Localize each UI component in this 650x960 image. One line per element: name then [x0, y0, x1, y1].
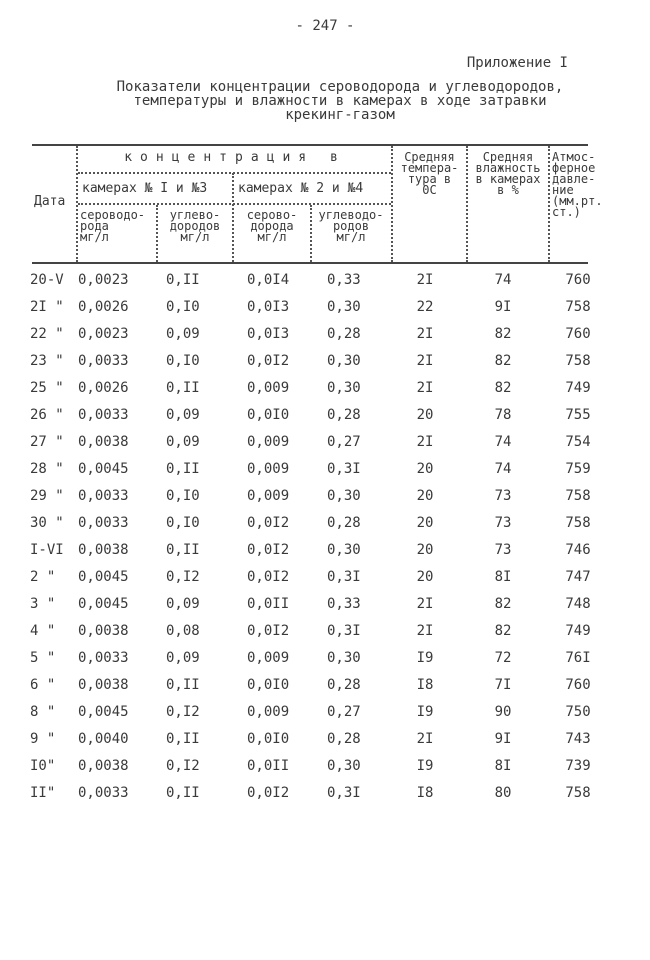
- cell-hydrocarbons-chambers-1-3: 0,09: [166, 596, 200, 612]
- cell-hydrocarbons-chambers-1-3: 0,I0: [166, 515, 200, 531]
- header-group-1: камерах № I и №3: [82, 181, 208, 196]
- cell-date: 20-V: [30, 272, 64, 288]
- cell-hydrocarbons-chambers-1-3: 0,II: [166, 461, 200, 477]
- cell-humidity: 78: [494, 407, 512, 423]
- cell-pressure: 760: [565, 326, 591, 342]
- header-temperature: Средняя темпера- тура в 0С: [400, 150, 459, 197]
- cell-hydrocarbons-chambers-2-4: 0,30: [327, 299, 361, 315]
- cell-h2s-chambers-1-3: 0,0026: [78, 299, 129, 315]
- cell-hydrocarbons-chambers-2-4: 0,3I: [327, 785, 361, 801]
- cell-hydrocarbons-chambers-2-4: 0,30: [327, 380, 361, 396]
- table-row: [0, 380, 650, 407]
- table-row: [0, 731, 650, 758]
- cell-humidity: 74: [494, 272, 512, 288]
- header-h2s-1: сероводо- рода мг/л: [80, 208, 146, 244]
- table-row: [0, 542, 650, 569]
- cell-hydrocarbons-chambers-1-3: 0,II: [166, 785, 200, 801]
- cell-hydrocarbons-chambers-1-3: 0,II: [166, 731, 200, 747]
- cell-humidity: 82: [494, 353, 512, 369]
- cell-pressure: 759: [565, 461, 591, 477]
- cell-h2s-chambers-1-3: 0,0033: [78, 353, 129, 369]
- cell-temperature: 20: [416, 569, 434, 585]
- cell-humidity: 74: [494, 434, 512, 450]
- cell-h2s-chambers-2-4: 0,009: [247, 380, 290, 396]
- cell-date: I-VI: [30, 542, 64, 558]
- cell-pressure: 758: [565, 488, 591, 504]
- header-h2s-2: серово- дорода мг/л: [246, 208, 298, 244]
- cell-hydrocarbons-chambers-2-4: 0,30: [327, 542, 361, 558]
- cell-temperature: 2I: [416, 272, 434, 288]
- cell-h2s-chambers-1-3: 0,0033: [78, 650, 129, 666]
- cell-temperature: I8: [416, 677, 434, 693]
- cell-hydrocarbons-chambers-2-4: 0,3I: [327, 461, 361, 477]
- cell-h2s-chambers-1-3: 0,0045: [78, 569, 129, 585]
- cell-h2s-chambers-1-3: 0,0038: [78, 434, 129, 450]
- title-line-1: Показатели концентрации сероводорода и углеводородов,: [116, 79, 564, 95]
- cell-pressure: 754: [565, 434, 591, 450]
- cell-hydrocarbons-chambers-2-4: 0,30: [327, 353, 361, 369]
- cell-date: 25 ": [30, 380, 64, 396]
- cell-date: 22 ": [30, 326, 64, 342]
- cell-date: 26 ": [30, 407, 64, 423]
- cell-humidity: 8I: [494, 758, 512, 774]
- header-group-2: камерах № 2 и №4: [238, 181, 364, 196]
- table-row: [0, 434, 650, 461]
- cell-h2s-chambers-1-3: 0,0023: [78, 272, 129, 288]
- cell-h2s-chambers-2-4: 0,009: [247, 488, 290, 504]
- cell-humidity: 90: [494, 704, 512, 720]
- table-row: [0, 515, 650, 542]
- cell-h2s-chambers-2-4: 0,0I0: [247, 731, 290, 747]
- cell-date: 3 ": [30, 596, 56, 612]
- cell-date: 27 ": [30, 434, 64, 450]
- cell-date: 8 ": [30, 704, 56, 720]
- cell-humidity: 9I: [494, 731, 512, 747]
- separator: [78, 203, 391, 205]
- table-row: [0, 677, 650, 704]
- cell-humidity: 8I: [494, 569, 512, 585]
- cell-h2s-chambers-2-4: 0,0I3: [247, 299, 290, 315]
- cell-temperature: 2I: [416, 353, 434, 369]
- cell-temperature: I8: [416, 785, 434, 801]
- cell-hydrocarbons-chambers-1-3: 0,II: [166, 542, 200, 558]
- cell-h2s-chambers-1-3: 0,0045: [78, 461, 129, 477]
- cell-h2s-chambers-1-3: 0,0045: [78, 704, 129, 720]
- table-row: [0, 272, 650, 299]
- table-row: [0, 704, 650, 731]
- cell-pressure: 758: [565, 515, 591, 531]
- cell-hydrocarbons-chambers-2-4: 0,3I: [327, 623, 361, 639]
- cell-temperature: 20: [416, 407, 434, 423]
- cell-pressure: 750: [565, 704, 591, 720]
- cell-temperature: I9: [416, 650, 434, 666]
- cell-hydrocarbons-chambers-2-4: 0,28: [327, 326, 361, 342]
- title-line-2: температуры и влажности в камерах в ходе затравки: [133, 93, 547, 109]
- cell-temperature: 20: [416, 461, 434, 477]
- cell-humidity: 73: [494, 515, 512, 531]
- cell-pressure: 747: [565, 569, 591, 585]
- cell-date: I0": [30, 758, 56, 774]
- cell-h2s-chambers-2-4: 0,0I2: [247, 542, 290, 558]
- cell-h2s-chambers-1-3: 0,0033: [78, 488, 129, 504]
- cell-hydrocarbons-chambers-1-3: 0,09: [166, 326, 200, 342]
- cell-hydrocarbons-chambers-2-4: 0,27: [327, 704, 361, 720]
- table-row: [0, 299, 650, 326]
- cell-hydrocarbons-chambers-1-3: 0,I2: [166, 704, 200, 720]
- cell-hydrocarbons-chambers-2-4: 0,30: [327, 488, 361, 504]
- cell-hydrocarbons-chambers-2-4: 0,28: [327, 515, 361, 531]
- table-row: [0, 785, 650, 812]
- table-row: [0, 461, 650, 488]
- cell-h2s-chambers-1-3: 0,0033: [78, 407, 129, 423]
- separator: [548, 146, 550, 262]
- cell-pressure: 760: [565, 677, 591, 693]
- cell-pressure: 749: [565, 380, 591, 396]
- cell-hydrocarbons-chambers-2-4: 0,28: [327, 407, 361, 423]
- header-date: Дата: [34, 194, 66, 209]
- table-top-rule: [32, 144, 588, 146]
- cell-hydrocarbons-chambers-1-3: 0,I2: [166, 569, 200, 585]
- cell-h2s-chambers-2-4: 0,0I0: [247, 407, 290, 423]
- cell-h2s-chambers-2-4: 0,0I3: [247, 326, 290, 342]
- cell-pressure: 746: [565, 542, 591, 558]
- cell-hydrocarbons-chambers-2-4: 0,30: [327, 758, 361, 774]
- cell-hydrocarbons-chambers-1-3: 0,08: [166, 623, 200, 639]
- cell-date: II": [30, 785, 56, 801]
- cell-h2s-chambers-1-3: 0,0033: [78, 515, 129, 531]
- cell-h2s-chambers-2-4: 0,0I2: [247, 623, 290, 639]
- cell-h2s-chambers-1-3: 0,0038: [78, 677, 129, 693]
- cell-h2s-chambers-2-4: 0,0I2: [247, 515, 290, 531]
- cell-hydrocarbons-chambers-2-4: 0,33: [327, 596, 361, 612]
- cell-hydrocarbons-chambers-1-3: 0,I0: [166, 353, 200, 369]
- table-row: [0, 407, 650, 434]
- cell-h2s-chambers-2-4: 0,0II: [247, 758, 290, 774]
- cell-h2s-chambers-1-3: 0,0038: [78, 758, 129, 774]
- cell-h2s-chambers-1-3: 0,0033: [78, 785, 129, 801]
- table-row: [0, 353, 650, 380]
- table-row: [0, 569, 650, 596]
- cell-h2s-chambers-2-4: 0,0I0: [247, 677, 290, 693]
- appendix-label: Приложение I: [466, 55, 568, 71]
- cell-temperature: 20: [416, 542, 434, 558]
- cell-temperature: 20: [416, 488, 434, 504]
- cell-hydrocarbons-chambers-1-3: 0,09: [166, 407, 200, 423]
- cell-hydrocarbons-chambers-2-4: 0,27: [327, 434, 361, 450]
- cell-date: 9 ": [30, 731, 56, 747]
- cell-pressure: 739: [565, 758, 591, 774]
- cell-temperature: 2I: [416, 731, 434, 747]
- header-hc-2: углеводо- родов мг/л: [318, 208, 384, 244]
- cell-hydrocarbons-chambers-1-3: 0,I0: [166, 299, 200, 315]
- cell-temperature: 22: [416, 299, 434, 315]
- cell-date: 23 ": [30, 353, 64, 369]
- cell-hydrocarbons-chambers-1-3: 0,09: [166, 434, 200, 450]
- cell-pressure: 76I: [565, 650, 591, 666]
- cell-temperature: 2I: [416, 380, 434, 396]
- cell-h2s-chambers-1-3: 0,0026: [78, 380, 129, 396]
- cell-h2s-chambers-1-3: 0,0038: [78, 623, 129, 639]
- separator: [78, 172, 391, 174]
- cell-humidity: 82: [494, 380, 512, 396]
- cell-pressure: 760: [565, 272, 591, 288]
- header-humidity: Средняя влажность в камерах в %: [475, 150, 541, 197]
- cell-hydrocarbons-chambers-1-3: 0,II: [166, 677, 200, 693]
- cell-date: 29 ": [30, 488, 64, 504]
- cell-hydrocarbons-chambers-2-4: 0,30: [327, 650, 361, 666]
- cell-date: 5 ": [30, 650, 56, 666]
- cell-humidity: 82: [494, 596, 512, 612]
- cell-temperature: 2I: [416, 326, 434, 342]
- cell-temperature: I9: [416, 704, 434, 720]
- cell-h2s-chambers-2-4: 0,009: [247, 434, 290, 450]
- cell-h2s-chambers-1-3: 0,0040: [78, 731, 129, 747]
- cell-hydrocarbons-chambers-2-4: 0,28: [327, 677, 361, 693]
- cell-h2s-chambers-2-4: 0,0II: [247, 596, 290, 612]
- cell-hydrocarbons-chambers-1-3: 0,I2: [166, 758, 200, 774]
- cell-humidity: 80: [494, 785, 512, 801]
- table-body: [0, 272, 650, 812]
- table-title: [60, 80, 620, 122]
- cell-date: 28 ": [30, 461, 64, 477]
- cell-h2s-chambers-2-4: 0,0I4: [247, 272, 290, 288]
- cell-temperature: 20: [416, 515, 434, 531]
- cell-temperature: I9: [416, 758, 434, 774]
- cell-pressure: 748: [565, 596, 591, 612]
- cell-humidity: 73: [494, 488, 512, 504]
- cell-hydrocarbons-chambers-2-4: 0,3I: [327, 569, 361, 585]
- cell-h2s-chambers-2-4: 0,0I2: [247, 785, 290, 801]
- title-line-3: крекинг-газом: [285, 107, 395, 123]
- cell-pressure: 743: [565, 731, 591, 747]
- cell-hydrocarbons-chambers-1-3: 0,I0: [166, 488, 200, 504]
- header-concentration: концентрация в: [124, 150, 346, 165]
- cell-hydrocarbons-chambers-1-3: 0,09: [166, 650, 200, 666]
- table-row: [0, 650, 650, 677]
- table-row: [0, 326, 650, 353]
- cell-pressure: 758: [565, 785, 591, 801]
- cell-h2s-chambers-2-4: 0,009: [247, 650, 290, 666]
- cell-hydrocarbons-chambers-1-3: 0,II: [166, 272, 200, 288]
- cell-date: 30 ": [30, 515, 64, 531]
- table-row: [0, 488, 650, 515]
- cell-temperature: 2I: [416, 434, 434, 450]
- header-bottom-rule: [32, 262, 588, 264]
- cell-humidity: 82: [494, 326, 512, 342]
- table-row: [0, 623, 650, 650]
- cell-pressure: 755: [565, 407, 591, 423]
- cell-pressure: 758: [565, 353, 591, 369]
- cell-h2s-chambers-1-3: 0,0045: [78, 596, 129, 612]
- cell-temperature: 2I: [416, 596, 434, 612]
- cell-date: 2 ": [30, 569, 56, 585]
- cell-hydrocarbons-chambers-2-4: 0,33: [327, 272, 361, 288]
- cell-humidity: 72: [494, 650, 512, 666]
- cell-date: 4 ": [30, 623, 56, 639]
- cell-h2s-chambers-2-4: 0,0I2: [247, 353, 290, 369]
- cell-h2s-chambers-2-4: 0,009: [247, 461, 290, 477]
- cell-h2s-chambers-2-4: 0,0I2: [247, 569, 290, 585]
- cell-temperature: 2I: [416, 623, 434, 639]
- cell-h2s-chambers-1-3: 0,0023: [78, 326, 129, 342]
- cell-h2s-chambers-1-3: 0,0038: [78, 542, 129, 558]
- table-row: [0, 596, 650, 623]
- header-hc-1: углево- дородов мг/л: [169, 208, 221, 244]
- cell-h2s-chambers-2-4: 0,009: [247, 704, 290, 720]
- cell-humidity: 9I: [494, 299, 512, 315]
- cell-pressure: 749: [565, 623, 591, 639]
- page-number: - 247 -: [295, 18, 355, 34]
- header-pressure: Атмос- ферное давле- ние (мм.рт. ст.): [552, 150, 603, 219]
- cell-humidity: 74: [494, 461, 512, 477]
- cell-humidity: 82: [494, 623, 512, 639]
- cell-hydrocarbons-chambers-1-3: 0,II: [166, 380, 200, 396]
- cell-date: 2I ": [30, 299, 64, 315]
- cell-humidity: 73: [494, 542, 512, 558]
- table-row: [0, 758, 650, 785]
- cell-humidity: 7I: [494, 677, 512, 693]
- cell-pressure: 758: [565, 299, 591, 315]
- cell-date: 6 ": [30, 677, 56, 693]
- cell-hydrocarbons-chambers-2-4: 0,28: [327, 731, 361, 747]
